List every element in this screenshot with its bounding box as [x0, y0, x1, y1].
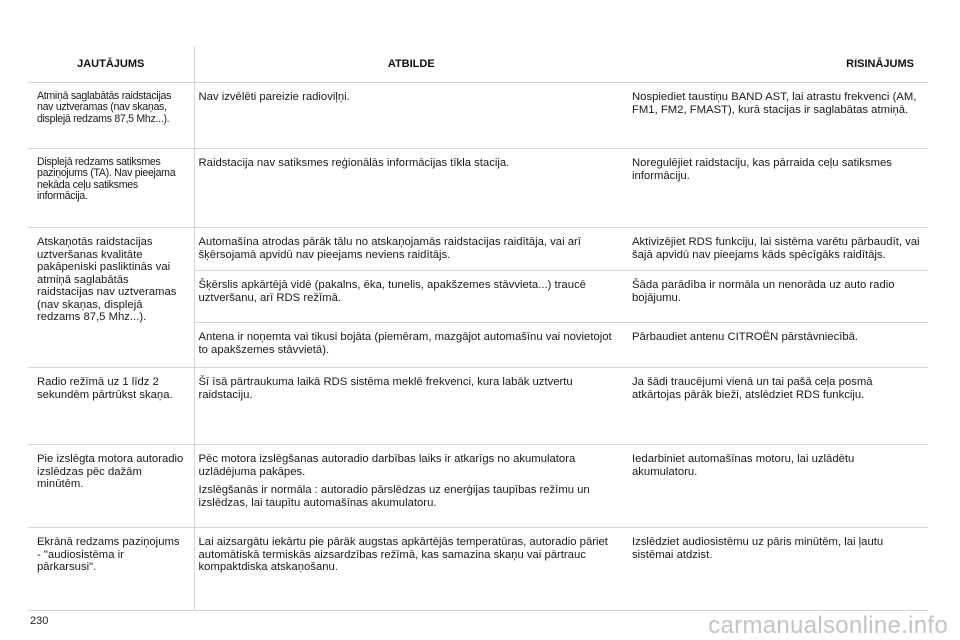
question-cell: Ekrānā redzams paziņojums - "audiosistēma ir pārkarsusi".	[28, 528, 194, 611]
table-row	[28, 149, 928, 228]
watermark-text: carmanualsonline.info	[708, 612, 948, 639]
question-cell: Radio režīmā uz 1 līdz 2 sekundēm pārtrūkst skaņa.	[28, 368, 194, 445]
troubleshooting-table	[28, 46, 928, 611]
table-row	[28, 228, 928, 271]
table-row	[28, 528, 928, 611]
question-cell: Pie izslēgta motora autoradio izslēdzas pēc dažām minūtēm.	[28, 445, 194, 528]
table-header-row	[28, 46, 928, 83]
solution-cell: Šāda parādība ir normāla un nenorāda uz auto radio bojājumu.	[628, 271, 928, 323]
solution-cell: Noregulējiet raidstaciju, kas pārraida ceļu satiksmes informāciju.	[628, 149, 928, 228]
answer-paragraph: Pēc motora izslēgšanas autoradio darbības laiks ir atkarīgs no akumulatora uzlādējuma pakāpes.	[198, 453, 576, 478]
table-row	[28, 445, 928, 528]
answer-cell: Šī īsā pārtraukuma laikā RDS sistēma meklē frekvenci, kura labāk uztvertu raidstaciju.	[194, 368, 628, 445]
answer-cell: Antena ir noņemta vai tikusi bojāta (piemēram, mazgājot automašīnu vai novietojot to apakšzemes stāvvietā).	[194, 323, 628, 368]
answer-cell: Šķērslis apkārtējā vidē (pakalns, ēka, tunelis, apakšzemes stāvvieta...) traucē uztveršanu, arī RDS režīmā.	[194, 271, 628, 323]
header-answer: ATBILDE	[194, 46, 628, 83]
table-row	[28, 83, 928, 149]
solution-cell: Pārbaudiet antenu CITROËN pārstāvniecībā.	[628, 323, 928, 368]
page-number: 230	[30, 615, 49, 627]
solution-cell: Izslēdziet audiosistēmu uz pāris minūtēm, lai ļautu sistēmai atdzist.	[628, 528, 928, 611]
solution-cell: Nospiediet taustiņu BAND AST, lai atrastu frekvenci (AM, FM1, FM2, FMAST), kurā stacijas ir saglabātas atmiņā.	[628, 83, 928, 149]
answer-cell: Raidstacija nav satiksmes reģionālās informācijas tīkla stacija.	[194, 149, 628, 228]
header-question: JAUTĀJUMS	[28, 46, 194, 83]
answer-paragraph: Izslēgšanās ir normāla : autoradio pārslēdzas uz enerģijas taupības režīmu un izslēdzas, lai taupītu automašīnas akumulatoru.	[198, 484, 590, 509]
question-cell: Displejā redzams satiksmes paziņojums (TA). Nav pieejama nekāda ceļu satiksmes informācija.	[28, 149, 194, 228]
solution-cell: Iedarbiniet automašīnas motoru, lai uzlādētu akumulatoru.	[628, 445, 928, 528]
answer-cell: Lai aizsargātu iekārtu pie pārāk augstas apkārtējās temperatūras, autoradio pāriet automātiskā termiskās aizsardzības režīmā, kas samazina skaņu vai pārtrauc kompaktdiska atskaņošanu.	[194, 528, 628, 611]
answer-cell: Automašīna atrodas pārāk tālu no atskaņojamās raidstacijas raidītāja, vai arī šķērsojamā apvidū nav pieejams neviens raidītājs.	[194, 228, 628, 271]
solution-cell: Aktivizējiet RDS funkciju, lai sistēma varētu pārbaudīt, vai šajā apvidū nav pieejams kāds spēcīgāks raidītājs.	[628, 228, 928, 271]
answer-cell	[194, 445, 628, 528]
question-cell: Atskaņotās raidstacijas uztveršanas kvalitāte pakāpeniski pasliktinās vai atmiņā saglabātās raidstacijas nav uztveramas (nav skaņas, displejā redzams 87,5 Mhz...).	[28, 228, 194, 368]
troubleshooting-table-container	[28, 46, 928, 611]
question-cell: Atmiņā saglabātās raidstacijas nav uztveramas (nav skaņas, displejā redzams 87,5 Mhz...).	[28, 83, 194, 149]
table-row	[28, 368, 928, 445]
answer-cell: Nav izvēlēti pareizie radioviļņi.	[194, 83, 628, 149]
header-solution: RISINĀJUMS	[628, 46, 928, 83]
solution-cell: Ja šādi traucējumi vienā un tai pašā ceļa posmā atkārtojas pārāk bieži, atslēdziet RDS funkciju.	[628, 368, 928, 445]
